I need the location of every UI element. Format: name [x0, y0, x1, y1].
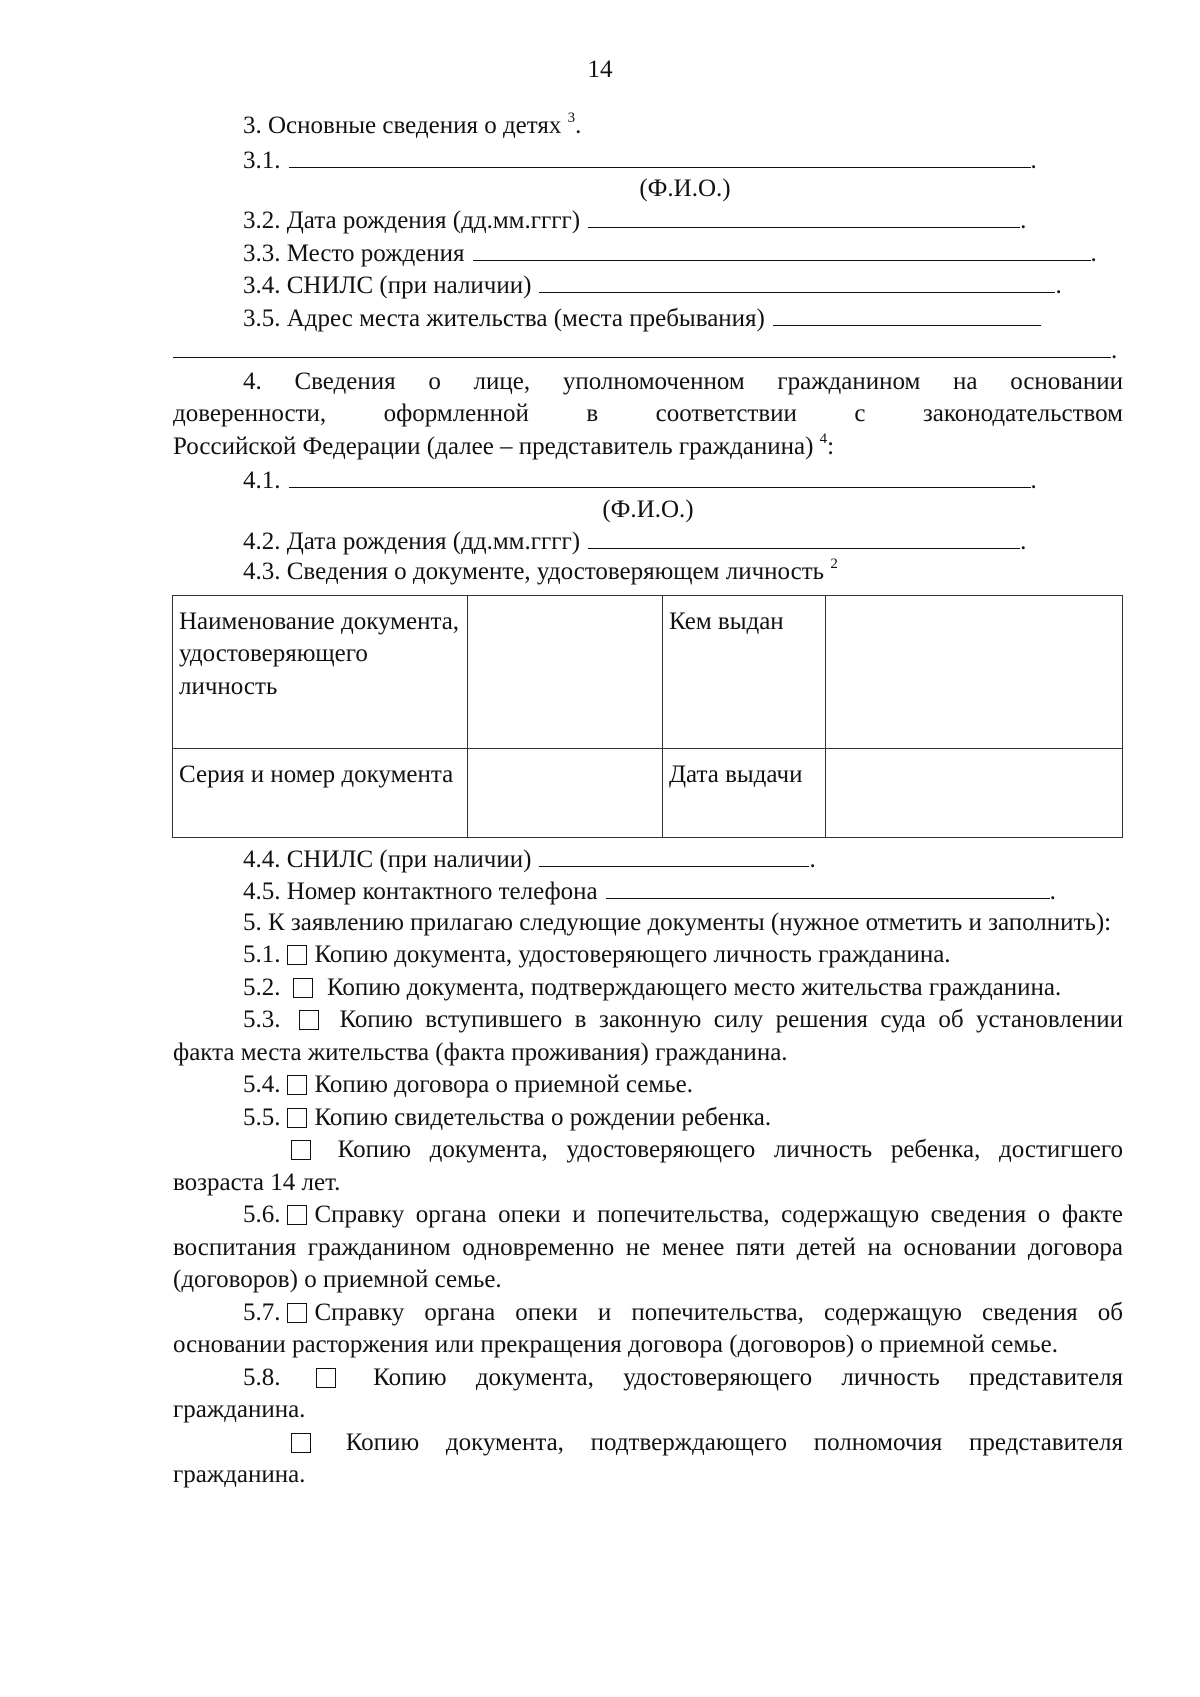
identity-document-table [172, 595, 1123, 838]
item-5-8b: Копию документа, подтверждающего полномочия представителя гражданина. [173, 1428, 1123, 1488]
item-5-5b: Копию документа, удостоверяющего личность ребенка, достигшего возраста 14 лет. [173, 1136, 1124, 1196]
item-5-6: 5.6. Справку органа опеки и попечительства, содержащую сведения о факте воспитания гражданином одновременно не менее пяти детей на основании договора (договоров) о приемной семье. [173, 1201, 1123, 1293]
fio-caption: (Ф.И.О.) [639, 175, 731, 202]
checkbox-5-5[interactable] [287, 1108, 307, 1128]
checkbox-5-1[interactable] [287, 945, 307, 965]
section4-item-5: 4.5. Номер контактного телефона . [173, 874, 1123, 907]
checkbox-5-6[interactable] [287, 1205, 307, 1225]
section4-heading-line1: 4. Сведения о лице, уполномоченном гражданином на основании [243, 367, 1123, 395]
checkbox-5-2[interactable] [293, 978, 313, 998]
section3-item-4: 3.4. СНИЛС (при наличии) . [173, 268, 1123, 301]
checkbox-5-4[interactable] [287, 1075, 307, 1095]
doc-name-value-cell[interactable] [468, 595, 663, 748]
child-birthdate-field[interactable] [588, 203, 1020, 228]
child-birthplace-field[interactable] [473, 236, 1091, 261]
child-address-field[interactable] [773, 301, 1041, 326]
page-number: 14 [587, 56, 613, 83]
rep-phone-field[interactable] [606, 874, 1050, 899]
issue-date-value-cell[interactable] [826, 748, 1123, 837]
item-5-3: 5.3. Копию вступившего в законную силу решения суда об установлении факта места жительства (факта проживания) гражданина. [173, 1006, 1123, 1066]
checkbox-5-3[interactable] [299, 1010, 319, 1030]
rep-birthdate-field[interactable] [588, 524, 1020, 549]
doc-series-value-cell[interactable] [468, 748, 663, 837]
section4-heading-line2: доверенности, оформленной в соответствии с законодательством [173, 400, 1123, 427]
rep-snils-field[interactable] [539, 842, 809, 867]
child-address-continuation: . [173, 333, 1123, 366]
item-5-8: 5.8. Копию документа, удостоверяющего личность представителя гражданина. [173, 1363, 1124, 1423]
section3-item-3: 3.3. Место рождения . [173, 236, 1123, 269]
item-5-5: 5.5. Копию свидетельства о рождении ребенка. [243, 1103, 772, 1131]
child-address-field-2[interactable] [173, 333, 1111, 358]
section3-item-2: 3.2. Дата рождения (дд.мм.гггг) . [173, 203, 1123, 236]
child-snils-field[interactable] [539, 268, 1055, 293]
form-content [173, 110, 1123, 1492]
checkbox-5-5b[interactable] [291, 1140, 311, 1160]
section3-item-1: 3.1. . [173, 143, 1123, 176]
section4-item-2: 4.2. Дата рождения (дд.мм.гггг) . [173, 524, 1123, 557]
section3-item-5: 3.5. Адрес места жительства (места пребывания) [173, 301, 1123, 334]
section4-item-4: 4.4. СНИЛС (при наличии) . [173, 842, 1123, 875]
section4-item-3: 4.3. Сведения о документе, удостоверяющем личность $^2$ [243, 556, 838, 585]
section3-heading: 3. Основные сведения о детях $^3$. [243, 110, 582, 139]
section5-heading: 5. К заявлению прилагаю следующие документы (нужное отметить и заполнить): [243, 908, 1112, 936]
checkbox-5-8[interactable] [316, 1368, 336, 1388]
checkbox-5-8b[interactable] [291, 1433, 311, 1453]
issued-by-label: Кем выдан [663, 595, 826, 748]
checkbox-5-7[interactable] [287, 1303, 307, 1323]
item-5-1: 5.1. Копию документа, удостоверяющего личность гражданина. [243, 941, 951, 968]
doc-series-label: Серия и номер документа [173, 748, 468, 837]
fio-caption-2: (Ф.И.О.) [602, 495, 694, 523]
issue-date-label: Дата выдачи [663, 748, 826, 837]
issued-by-value-cell[interactable] [826, 595, 1123, 748]
rep-fio-field[interactable] [289, 463, 1031, 488]
doc-name-label: Наименование документа, удостоверяющего личность [173, 595, 468, 748]
child-fio-field[interactable] [289, 143, 1031, 168]
item-5-7: 5.7. Справку органа опеки и попечительства, содержащую сведения об основании расторжения или прекращения договора (договоров) о приемной семье. [173, 1298, 1123, 1358]
item-5-2: 5.2. Копию документа, подтверждающего место жительства гражданина. [243, 973, 1062, 1001]
item-5-4: 5.4. Копию договора о приемной семье. [243, 1071, 693, 1098]
section4-item-1: 4.1. . [173, 463, 1123, 496]
section4-heading-line3: Российской Федерации (далее – представитель гражданина) $^4$: [173, 430, 835, 460]
